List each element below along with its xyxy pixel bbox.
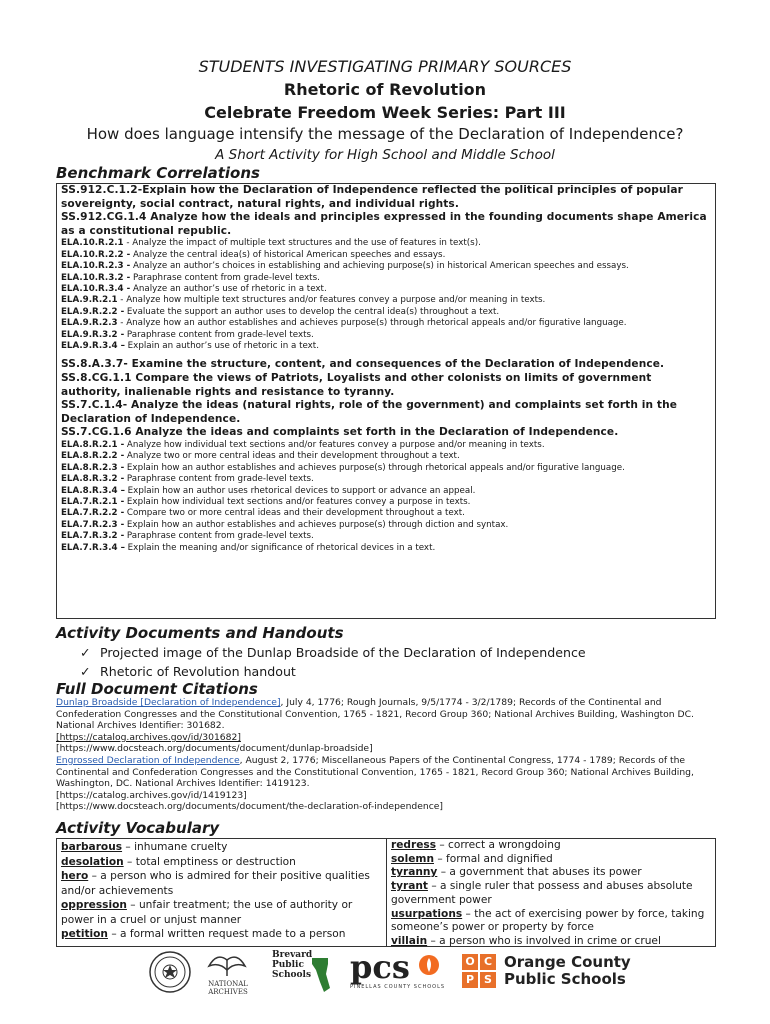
ela-item: [61, 307, 711, 318]
ela-item: [61, 486, 711, 497]
ms-ela-list: [61, 440, 711, 554]
activity-documents-list: [80, 643, 586, 681]
ela-text: Paraphrase content from grade-level texts.: [124, 474, 314, 485]
ela-code: ELA.8.R.2.3 -: [61, 462, 125, 473]
vocabulary-definition: – formal and dignified: [433, 852, 553, 865]
ela-item: [61, 273, 711, 284]
vocabulary-entry: [391, 880, 711, 907]
citation-url: [https://catalog.archives.gov/id/301682]: [56, 731, 241, 743]
engrossed-link[interactable]: Engrossed Declaration of Independence: [56, 754, 240, 766]
standard-item: SS.8.CG.1.1 Compare the views of Patriots, Loyalists and other colonists on limits of government authority, inalienable rights and resistance to tyranny.: [61, 372, 652, 398]
activity-documents-heading: Activity Documents and Handouts: [56, 624, 344, 642]
ocps-line: Orange County: [504, 953, 631, 971]
ela-item: [61, 440, 711, 451]
citation-url: [https://catalog.archives.gov/id/1419123]: [56, 789, 247, 801]
vocabulary-column-right: [387, 839, 715, 947]
ela-code: ELA.8.R.2.1 -: [61, 440, 125, 450]
ela-text: Analyze an author’s use of rhetoric in a text.: [130, 284, 327, 294]
citations-block: [56, 697, 716, 813]
vocabulary-entry: [391, 866, 711, 880]
ocps-letter: O: [462, 954, 478, 970]
ela-code: ELA.7.R.3.2 -: [61, 531, 125, 542]
ela-text: - Analyze the impact of multiple text structures and the use of features in text(s).: [123, 238, 481, 249]
flame-icon: [418, 954, 440, 976]
vocabulary-term: usurpations: [391, 907, 463, 920]
pcs-logo: pcs: [350, 948, 410, 986]
standard-item: SS.912.C.1.2-Explain how the Declaration of Independence reflected the political principles of popular sovereignty, social contract, natural rights, and individual rights.: [61, 184, 683, 210]
vocabulary-definition: – a single ruler that possess and abuses absolute government power: [391, 880, 693, 906]
ela-code: ELA.8.R.3.4 –: [61, 485, 125, 496]
vocabulary-entry: [61, 927, 382, 942]
ela-item: [61, 341, 711, 352]
ela-item: [61, 238, 711, 249]
ocps-letter: P: [462, 972, 478, 988]
vocabulary-definition: – a government that abuses its power: [437, 866, 642, 879]
ela-code: ELA.9.R.2.2 -: [61, 306, 125, 317]
ela-item: [61, 318, 711, 329]
brevard-line: Brevard: [272, 950, 313, 960]
citation-text: , July 4, 1776; Rough Journals, 9/5/1774 - 3/2/1789; Records of the Continental and Confederation Congresses and the Constitutional Convention, 1765 - 1821, Record Group 360; National Archives Building, Washington DC. National Archives Identifier: 301682.: [56, 697, 694, 732]
vocabulary-heading: Activity Vocabulary: [56, 819, 220, 837]
ela-item: [61, 520, 711, 531]
ela-code: ELA.8.R.3.2 -: [61, 474, 125, 485]
ela-text: - Analyze how an author establishes and achieves purpose(s) through rhetorical appeals and/or figurative language.: [117, 318, 627, 329]
ela-text: Explain how individual text sections and/or features convey a purpose in texts.: [124, 497, 471, 508]
vocabulary-definition: – a formal written request made to a person: [107, 928, 346, 940]
vocabulary-definition: – inhumane cruelty: [122, 841, 228, 853]
vocabulary-definition: – a person who is involved in crime or cruel: [427, 934, 661, 947]
vocabulary-term: tyrant: [391, 880, 428, 893]
ela-item: [61, 295, 711, 306]
vocabulary-term: barbarous: [61, 841, 123, 853]
standard-item: SS.912.CG.1.4 Analyze how the ideals and principles expressed in the founding documents shape America as a constitutional republic.: [61, 211, 707, 237]
vocabulary-definition: – a person who is admired for their positive qualities and/or achievements: [61, 870, 370, 897]
ela-text: Explain how an author establishes and achieves purpose(s) through rhetorical appeals and/or figurative language.: [124, 462, 625, 473]
ela-item: [61, 497, 711, 508]
brevard-line: Schools: [272, 970, 312, 980]
vocabulary-entry: [61, 898, 382, 927]
ela-text: Paraphrase content from grade-level texts.: [124, 531, 314, 542]
ela-code: ELA.8.R.2.2 -: [61, 451, 125, 462]
ela-item: [61, 451, 711, 462]
vocabulary-entry: [61, 869, 382, 898]
ela-item: [61, 250, 711, 261]
ela-code: ELA.10.R.3.4 -: [61, 284, 131, 294]
vocabulary-term: desolation: [61, 855, 124, 868]
ela-item: [61, 330, 711, 341]
vocabulary-table: [56, 838, 716, 947]
ocps-badge: [462, 954, 496, 988]
vocabulary-term: solemn: [391, 852, 434, 865]
ela-text: Evaluate the support an author uses to develop the central idea(s) throughout a text.: [124, 306, 500, 317]
ela-text: Explain how an author establishes and achieves purpose(s) through diction and syntax.: [124, 519, 509, 530]
ocps-name: [504, 954, 631, 988]
list-item: [80, 662, 586, 681]
ela-item: [61, 284, 711, 295]
ela-text: Compare two or more central ideas and their development throughout a text.: [124, 508, 465, 519]
ela-code: ELA.10.R.2.2 -: [61, 249, 131, 260]
ela-text: Analyze how individual text sections and/or features convey a purpose and/or meaning in texts.: [124, 440, 545, 450]
vocabulary-entry: [391, 908, 711, 935]
brevard-line: Public: [272, 960, 304, 970]
ela-code: ELA.9.R.3.2 -: [61, 329, 125, 340]
vocabulary-entry: [61, 855, 382, 870]
standard-item: SS.7.C.1.4- Analyze the ideas (natural rights, role of the government) and complaints set forth in the Declaration of Independence.: [61, 399, 678, 425]
standard-item: SS.8.A.3.7- Examine the structure, content, and consequences of the Declaration of Independence.: [61, 358, 665, 371]
ela-code: ELA.7.R.2.2 -: [61, 508, 125, 519]
citation-text: , August 2, 1776; Miscellaneous Papers of the Continental Congress, 1774 - 1789; Records of the Continental and Confederation Congresses and the Constitutional Convention, 1765 - 1821, Record Group 360; National Archives Building, Washington, DC. National Archives Identifier: 1419123.: [56, 754, 694, 790]
series-title: Celebrate Freedom Week Series: Part III: [204, 103, 566, 122]
ela-code: ELA.9.R.2.1: [61, 295, 118, 306]
activity-subtitle: A Short Activity for High School and Middle School: [215, 147, 555, 163]
vocabulary-term: petition: [61, 928, 108, 940]
dunlap-link[interactable]: Dunlap Broadside [Declaration of Independence]: [56, 697, 281, 708]
ela-text: Explain how an author uses rhetorical devices to support or advance an appeal.: [124, 485, 476, 496]
ela-text: Analyze the central idea(s) of historical American speeches and essays.: [130, 249, 446, 260]
vocabulary-entry: [61, 840, 382, 855]
ela-code: ELA.9.R.2.3: [61, 318, 118, 329]
ocps-letter: C: [480, 954, 496, 970]
citation-url: [https://www.docsteach.org/documents/document/the-declaration-of-independence]: [56, 801, 443, 813]
florida-map-icon: [310, 954, 332, 994]
ela-text: Paraphrase content from grade-level texts.: [130, 272, 320, 283]
checkmark-icon: ✓: [80, 664, 91, 679]
standard-item: SS.7.CG.1.6 Analyze the ideas and complaints set forth in the Declaration of Independence.: [61, 426, 619, 439]
vocabulary-definition: – total emptiness or destruction: [123, 855, 296, 868]
benchmark-heading: Benchmark Correlations: [56, 164, 260, 182]
vocabulary-definition: – unfair treatment; the use of authority or power in a cruel or unjust manner: [61, 899, 353, 926]
ela-item: [61, 531, 711, 542]
guiding-question: How does language intensify the message of the Declaration of Independence?: [86, 125, 684, 143]
ms-standards: [61, 358, 711, 440]
vocabulary-entry: [391, 935, 711, 947]
ela-item: [61, 543, 711, 554]
ela-item: [61, 463, 711, 474]
ela-text: Explain an author’s use of rhetoric in a text.: [124, 341, 319, 352]
citation-dunlap: [56, 697, 716, 732]
list-item: [80, 643, 586, 662]
ela-text: Analyze two or more central ideas and their development throughout a text.: [124, 451, 460, 462]
ela-text: Paraphrase content from grade-level texts.: [124, 329, 314, 340]
series-kicker: STUDENTS INVESTIGATING PRIMARY SOURCES: [198, 57, 572, 76]
ocps-line: Public Schools: [504, 970, 626, 988]
ela-code: ELA.9.R.3.4 –: [61, 341, 125, 352]
list-item-label: Rhetoric of Revolution handout: [100, 664, 296, 679]
benchmark-box: [56, 183, 716, 619]
vocabulary-term: oppression: [61, 899, 127, 911]
list-item-label: Projected image of the Dunlap Broadside of the Declaration of Independence: [100, 645, 586, 660]
vocabulary-term: redress: [391, 839, 437, 851]
vocabulary-term: hero: [61, 870, 89, 882]
ela-code: ELA.10.R.2.3 -: [61, 261, 131, 272]
ela-item: [61, 508, 711, 519]
vocabulary-definition: – correct a wrongdoing: [436, 839, 561, 851]
vocabulary-entry: [391, 853, 711, 867]
ela-code: ELA.10.R.2.1: [61, 238, 124, 249]
vocabulary-column-left: [57, 839, 387, 947]
partner-logos: [0, 950, 770, 1006]
hs-ela-list: [61, 238, 711, 352]
national-archives-label: NATIONAL ARCHIVES: [208, 980, 248, 996]
vocabulary-definition: – the act of exercising power by force, taking someone’s power or property by force: [391, 907, 705, 934]
ela-code: ELA.7.R.2.1 -: [61, 497, 125, 508]
ela-code: ELA.10.R.3.2 -: [61, 272, 131, 283]
ela-item: [61, 261, 711, 272]
citation-url: [https://www.docsteach.org/documents/document/dunlap-broadside]: [56, 743, 373, 755]
vocabulary-term: tyranny: [391, 866, 438, 879]
checkmark-icon: ✓: [80, 645, 91, 660]
page-title: Rhetoric of Revolution: [283, 80, 487, 99]
ela-code: ELA.7.R.3.4 –: [61, 542, 125, 553]
ocps-letter: S: [480, 972, 496, 988]
ela-text: - Analyze how multiple text structures and/or features convey a purpose and/or meaning in texts.: [117, 295, 546, 306]
ela-code: ELA.7.R.2.3 -: [61, 519, 125, 530]
ela-text: Explain the meaning and/or significance of rhetorical devices in a text.: [124, 542, 436, 553]
ela-text: Analyze an author’s choices in establishing and achieving purpose(s) in historical American speeches and essays.: [130, 261, 629, 272]
pcs-tagline: PINELLAS COUNTY SCHOOLS: [350, 984, 446, 990]
citations-heading: Full Document Citations: [56, 680, 258, 698]
seal-logo-icon: [148, 950, 192, 994]
ela-item: [61, 474, 711, 485]
citation-engrossed: [56, 755, 716, 790]
vocabulary-term: villain: [391, 934, 428, 947]
hs-standards: [61, 184, 711, 238]
eagle-logo-icon: [205, 950, 249, 980]
vocabulary-entry: [391, 839, 711, 853]
